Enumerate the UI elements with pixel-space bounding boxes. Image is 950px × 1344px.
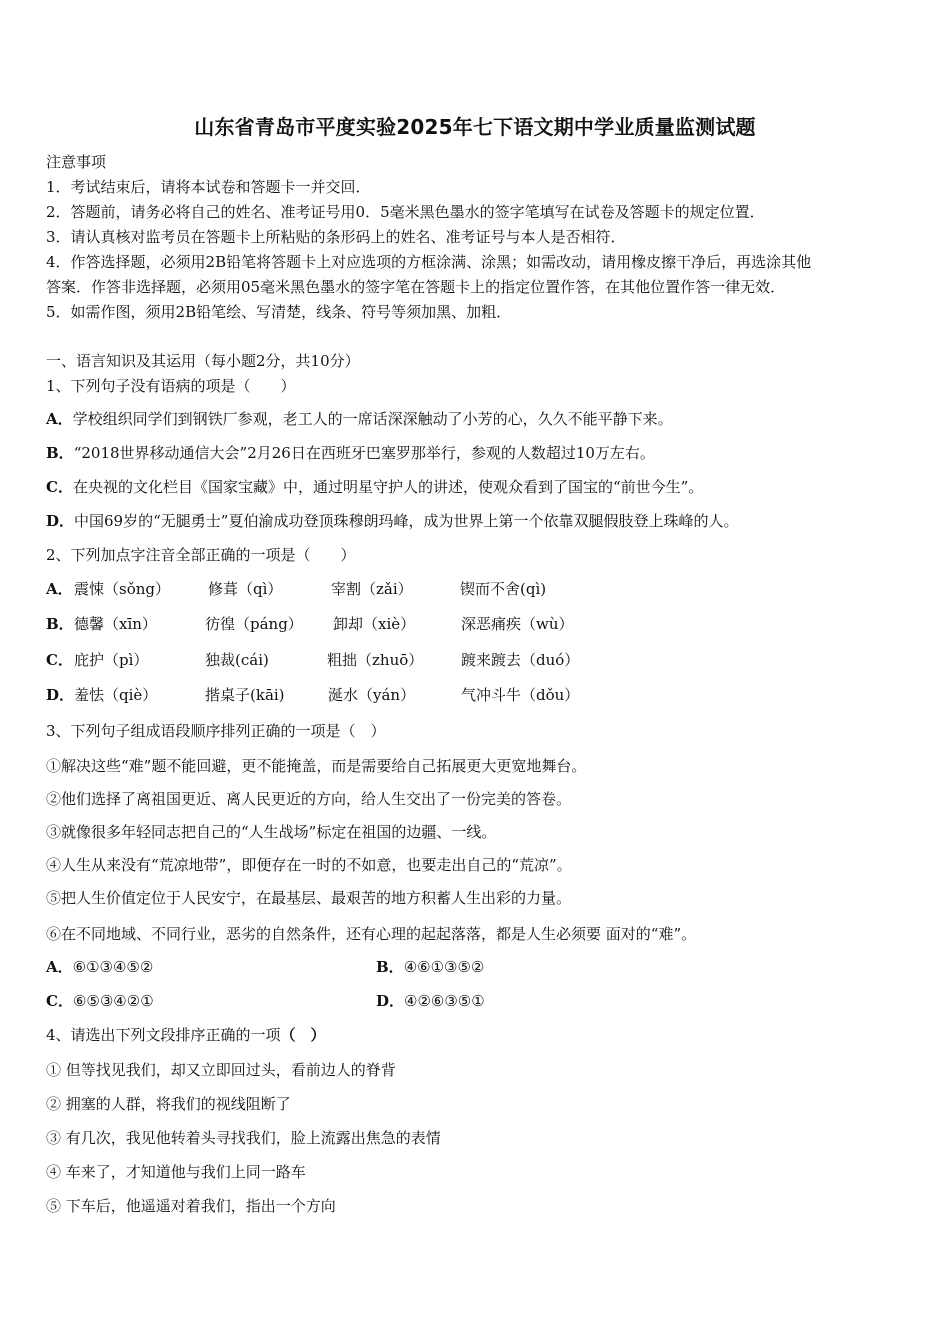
q2-row-c-item: 踱来踱去（duó） xyxy=(461,651,580,669)
q3-sentence: ②他们选择了离祖国更近、离人民更近的方向，给人生交出了一份完美的答卷。 xyxy=(46,790,572,808)
q4-sentence: ④ 车来了，才知道他与我们上同一路车 xyxy=(46,1163,306,1181)
option-text: 中国69岁的“无腿勇士”夏伯渝成功登顶珠穆朗玛峰，成为世界上第一个依靠双腿假肢登上珠峰的人。 xyxy=(74,512,739,530)
notice-item: 2．答题前，请务必将自己的姓名、准考证号用0．5毫米黑色墨水的签字笔填写在试卷及答题卡的规定位置． xyxy=(46,203,765,221)
q2-row-c-item: 粗拙（zhuō） xyxy=(327,651,424,669)
q2-row-b-item: 卸却（xiè） xyxy=(333,615,416,633)
option-text: 在央视的文化栏目《国家宝藏》中，通过明星守护人的讲述，使观众看到了国宝的“前世今生”。 xyxy=(72,478,704,496)
q4-sentence: ① 但等找见我们，却又立即回过头，看前边人的脊背 xyxy=(46,1061,396,1079)
question-2-stem: 2、下列加点字注音全部正确的一项是（ ） xyxy=(46,546,356,564)
question-4-stem xyxy=(46,1025,326,1045)
option-text: ④⑥①③⑤② xyxy=(403,958,485,976)
q2-row-d-item: 羞怯（qiè） xyxy=(74,686,158,704)
q3-option-d xyxy=(376,991,485,1011)
notice-heading: 注意事项 xyxy=(46,153,107,171)
q3-sentence: ③就像很多年轻同志把自己的“人生战场”标定在祖国的边疆、一线。 xyxy=(46,823,497,841)
option-text: “2018世界移动通信大会”2月26日在西班牙巴塞罗那举行，参观的人数超过10万左右。 xyxy=(73,444,655,462)
q3-option-a xyxy=(46,957,153,977)
q2-row-a-label: A． xyxy=(46,580,73,598)
q2-row-b-label: B． xyxy=(46,615,74,633)
q2-row-b-item: 德馨（xīn） xyxy=(74,615,157,633)
q2-row-a-item: 宰割（zǎi） xyxy=(331,580,413,598)
notice-item: 3．请认真核对监考员在答题卡上所粘贴的条形码上的姓名、准考证号与本人是否相符． xyxy=(46,228,626,246)
q2-row-d-item: 揩桌子(kāi) xyxy=(205,686,285,704)
option-text: ⑥①③④⑤② xyxy=(72,958,154,976)
question-4-text: 4、请选出下列文段排序正确的一项 xyxy=(46,1026,281,1044)
notice-item: 1．考试结束后，请将本试卷和答题卡一并交回． xyxy=(46,178,371,196)
q1-option-a xyxy=(46,409,673,429)
q3-option-c xyxy=(46,991,154,1011)
question-3-stem: 3、下列句子组成语段顺序排列正确的一项是（ ） xyxy=(46,722,386,740)
q2-row-d-item: 气冲斗牛（dǒu） xyxy=(461,686,580,704)
question-1-stem: 1、下列句子没有语病的项是（ ） xyxy=(46,377,296,395)
q2-row-d-label: D． xyxy=(46,686,75,704)
option-text: ④②⑥③⑤① xyxy=(404,992,485,1010)
q2-row-a-item: 震悚（sǒng） xyxy=(74,580,170,598)
option-label: C． xyxy=(46,478,73,496)
q4-sentence: ⑤ 下车后，他遥遥对着我们，指出一个方向 xyxy=(46,1197,336,1215)
notice-item: 4．作答选择题，必须用2B铅笔将答题卡上对应选项的方框涂满、涂黑；如需改动，请用橡皮擦干净后，再选涂其他 xyxy=(46,253,812,271)
notice-item: 答案．作答非选择题，必须用05毫米黑色墨水的签字笔在答题卡上的指定位置作答，在其他位置作答一律无效． xyxy=(46,278,786,296)
q4-sentence: ③ 有几次，我见他转着头寻找我们，脸上流露出焦急的表情 xyxy=(46,1129,441,1147)
q1-option-d xyxy=(46,511,738,531)
q3-sentence: ⑤把人生价值定位于人民安宁，在最基层、最艰苦的地方积蓄人生出彩的力量。 xyxy=(46,889,572,907)
notice-item: 5．如需作图，须用2B铅笔绘、写清楚，线条、符号等须加黑、加粗． xyxy=(46,303,512,321)
q2-row-c-label: C． xyxy=(46,651,73,669)
q2-row-a-item: 锲而不舍(qì) xyxy=(460,580,547,598)
option-label: D． xyxy=(46,512,75,530)
q4-sentence: ② 拥塞的人群，将我们的视线阻断了 xyxy=(46,1095,291,1113)
q1-option-b xyxy=(46,443,655,463)
q2-row-b-item: 深恶痛疾（wù） xyxy=(461,615,574,633)
q3-option-b xyxy=(376,957,484,977)
option-text: ⑥⑤③④②① xyxy=(72,992,154,1010)
q2-row-d-item: 涎水（yán） xyxy=(328,686,416,704)
option-label: B． xyxy=(376,958,404,976)
option-label: A． xyxy=(46,958,73,976)
section-heading: 一、语言知识及其运用（每小题2分，共10分） xyxy=(46,352,360,370)
q2-row-b-item: 彷徨（páng） xyxy=(205,615,303,633)
q3-sentence: ①解决这些“难”题不能回避，更不能掩盖，而是需要给自己拓展更大更宽地舞台。 xyxy=(46,757,587,775)
q3-sentence: ④人生从来没有“荒凉地带”，即便存在一时的不如意，也要走出自己的“荒凉”。 xyxy=(46,856,572,874)
option-label: C． xyxy=(46,992,73,1010)
question-4-paren: （ ） xyxy=(280,1026,326,1044)
q1-option-c xyxy=(46,477,703,497)
option-label: B． xyxy=(46,444,74,462)
q2-row-c-item: 独裁(cái) xyxy=(205,651,269,669)
q3-sentence: ⑥在不同地域、不同行业，恶劣的自然条件，还有心理的起起落落，都是人生必须要 面对的“难”。 xyxy=(46,925,697,943)
option-label: A． xyxy=(46,410,73,428)
option-text: 学校组织同学们到钢铁厂参观，老工人的一席话深深触动了小芳的心，久久不能平静下来。 xyxy=(72,410,673,428)
option-label: D． xyxy=(376,992,405,1010)
q2-row-c-item: 庇护（pì） xyxy=(74,651,149,669)
q2-row-a-item: 修葺（qì） xyxy=(208,580,283,598)
page-title: 山东省青岛市平度实验2025年七下语文期中学业质量监测试题 xyxy=(194,115,756,139)
